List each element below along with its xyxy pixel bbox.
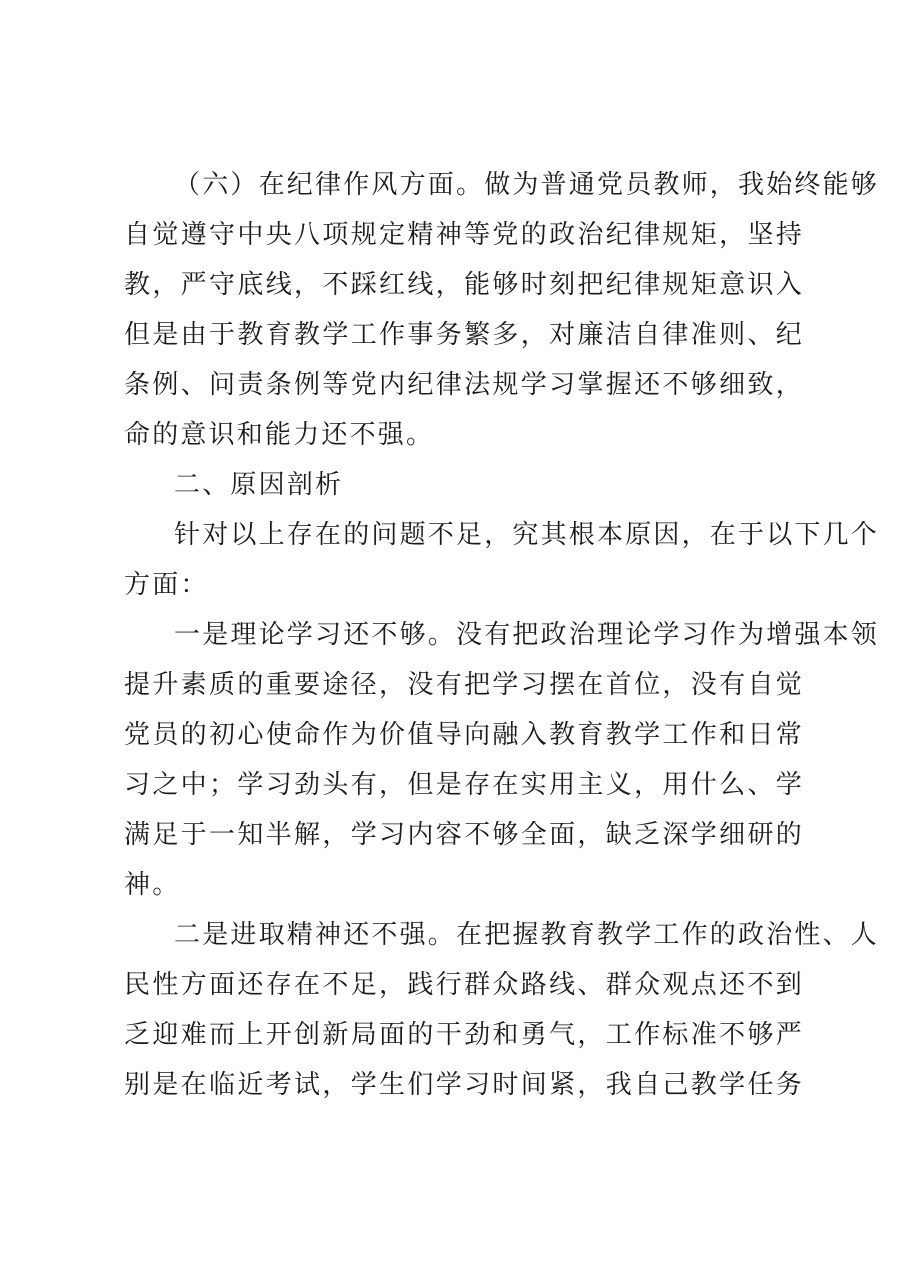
paragraph-theory-line-3: 党员的初心使命作为价值导向融入教育教学工作和日常	[124, 720, 804, 750]
paragraph-intro-line-2: 方面：	[124, 570, 209, 600]
paragraph-discipline-line-4: 但是由于教育教学工作事务繁多，对廉洁自律准则、纪	[124, 320, 804, 350]
paragraph-discipline-line-2: 自觉遵守中央八项规定精神等党的政治纪律规矩，坚持	[124, 220, 804, 250]
paragraph-discipline-line-3: 教，严守底线，不踩红线，能够时刻把纪律规矩意识入	[124, 270, 804, 300]
paragraph-enterprise-line-1: 二是进取精神还不强。在把握教育教学工作的政治性、人	[174, 920, 880, 950]
paragraph-theory-line-6: 神。	[124, 870, 181, 900]
paragraph-intro-line-1: 针对以上存在的问题不足，究其根本原因，在于以下几个	[174, 520, 880, 550]
paragraph-theory-line-2: 提升素质的重要途径，没有把学习摆在首位，没有自觉	[124, 670, 804, 700]
paragraph-enterprise-line-4: 别是在临近考试，学生们学习时间紧，我自己教学任务	[124, 1070, 804, 1100]
paragraph-theory-line-4: 习之中；学习劲头有，但是存在实用主义，用什么、学	[124, 770, 804, 800]
paragraph-enterprise-line-3: 乏迎难而上开创新局面的干劲和勇气，工作标准不够严	[124, 1020, 804, 1050]
paragraph-enterprise-line-2: 民性方面还存在不足，践行群众路线、群众观点还不到	[124, 970, 804, 1000]
paragraph-discipline-line-5: 条例、问责条例等党内纪律法规学习掌握还不够细致，	[124, 370, 804, 400]
document-body	[124, 160, 880, 1110]
paragraph-theory-line-5: 满足于一知半解，学习内容不够全面，缺乏深学细研的	[124, 820, 804, 850]
paragraph-theory-line-1: 一是理论学习还不够。没有把政治理论学习作为增强本领	[174, 620, 880, 650]
section-heading-cause-analysis: 二、原因剖析	[174, 470, 344, 500]
paragraph-discipline-line-1: （六）在纪律作风方面。做为普通党员教师，我始终能够	[174, 170, 880, 200]
paragraph-discipline-line-6: 命的意识和能力还不强。	[124, 420, 435, 450]
